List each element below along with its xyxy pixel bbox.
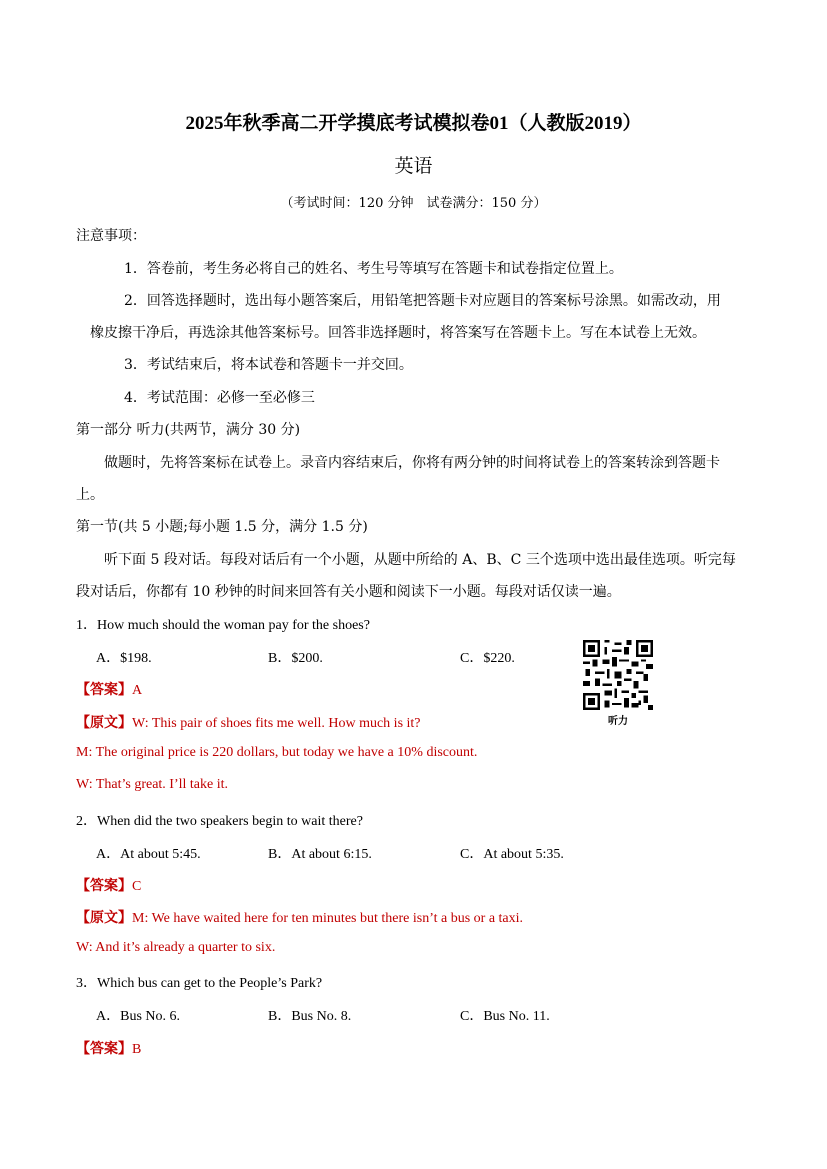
question-3-answer	[76, 1038, 141, 1058]
part1-intro-line-2: 上。	[76, 487, 104, 503]
notes-item-1: 1．答卷前，考生务必将自己的姓名、考生号等填写在答题卡和试卷指定位置上。	[124, 261, 623, 277]
question-3-stem: 3．Which bus can get to the People’s Park?	[76, 976, 323, 991]
question-1-option-a: A．$198.	[96, 651, 152, 666]
question-2-option-b: B．At about 6:15.	[268, 847, 372, 862]
answer-label: 【答案】	[76, 682, 132, 698]
question-2-transcript-line-2: W: And it’s already a quarter to six.	[76, 940, 276, 955]
question-2-transcript	[76, 907, 523, 927]
question-3-option-c: C．Bus No. 11.	[460, 1009, 550, 1024]
answer-label: 【答案】	[76, 1041, 132, 1057]
notes-item-2-line-2: 橡皮擦干净后，再选涂其他答案标号。回答非选择题时，将答案写在答题卡上。写在本试卷上无效。	[90, 325, 706, 341]
answer-value: A	[132, 683, 143, 698]
question-1-transcript-line-3: W: That’s great. I’ll take it.	[76, 777, 229, 792]
transcript-line: W: This pair of shoes fits me well. How much is it?	[132, 716, 421, 731]
notes-item-2-line-1: 2．回答选择题时，选出每小题答案后，用铅笔把答题卡对应题目的答案标号涂黑。如需改动，用	[124, 293, 721, 309]
question-1-option-c: C．$220.	[460, 651, 515, 666]
question-1-option-b: B．$200.	[268, 651, 323, 666]
transcript-label: 【原文】	[76, 715, 132, 731]
answer-value: B	[132, 1042, 142, 1057]
question-3-option-b: B．Bus No. 8.	[268, 1009, 352, 1024]
question-3-option-a: A．Bus No. 6.	[96, 1009, 181, 1024]
exam-info: （考试时间：120 分钟 试卷满分：150 分）	[280, 196, 547, 211]
notes-heading: 注意事项：	[76, 228, 146, 244]
exam-subject: 英语	[394, 155, 433, 177]
transcript-line: M: We have waited here for ten minutes but there isn’t a bus or a taxi.	[132, 911, 524, 926]
section1-intro-line-2: 段对话后，你都有 10 秒钟的时间来回答有关小题和阅读下一小题。每段对话仅读一遍。	[76, 584, 621, 600]
question-1-transcript-line-2: M: The original price is 220 dollars, but today we have a 10% discount.	[76, 745, 478, 760]
question-2-stem: 2．When did the two speakers begin to wait there?	[76, 814, 363, 829]
answer-value: C	[132, 879, 142, 894]
part1-intro-line-1: 做题时，先将答案标在试卷上。录音内容结束后，你将有两分钟的时间将试卷上的答案转涂到答题卡	[104, 455, 720, 471]
question-2-option-c: C．At about 5:35.	[460, 847, 564, 862]
question-1-answer	[76, 679, 142, 699]
transcript-label: 【原文】	[76, 910, 132, 926]
qr-code-icon[interactable]	[583, 640, 653, 710]
notes-item-4: 4．考试范围：必修一至必修三	[124, 390, 315, 406]
question-1-stem: 1．How much should the woman pay for the shoes?	[76, 618, 370, 633]
notes-item-3: 3．考试结束后，将本试卷和答题卡一并交回。	[124, 357, 413, 373]
section1-heading: 第一节(共 5 小题;每小题 1.5 分，满分 1.5 分)	[76, 519, 368, 535]
answer-label: 【答案】	[76, 878, 132, 894]
qr-code-label: 听力	[608, 716, 628, 727]
question-2-answer	[76, 875, 141, 895]
section1-intro-line-1: 听下面 5 段对话。每段对话后有一个小题，从题中所给的 A、B、C 三个选项中选出最佳选项。听完每	[104, 552, 736, 568]
exam-title: 2025年秋季高二开学摸底考试模拟卷01（人教版2019）	[185, 113, 642, 134]
part1-heading: 第一部分 听力(共两节，满分 30 分)	[76, 422, 301, 438]
question-2-option-a: A．At about 5:45.	[96, 847, 201, 862]
question-1-transcript	[76, 712, 421, 732]
